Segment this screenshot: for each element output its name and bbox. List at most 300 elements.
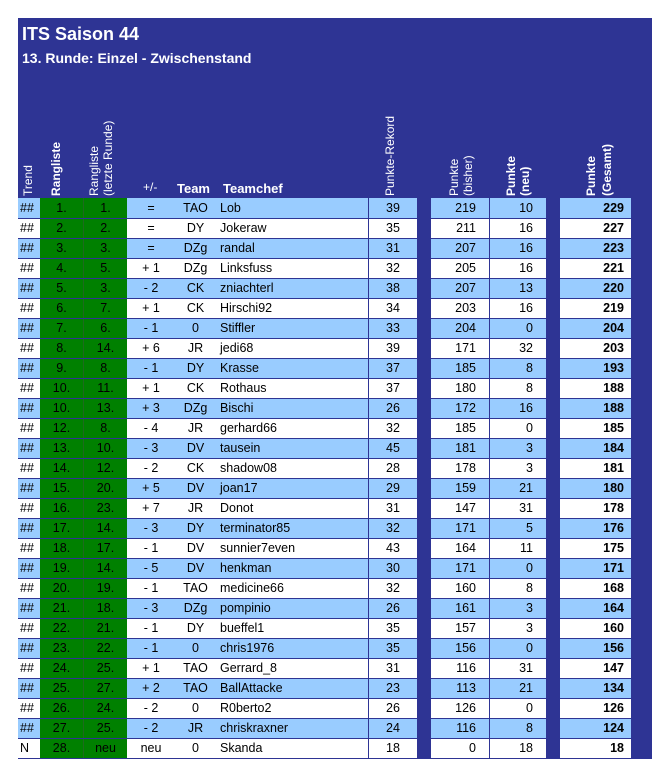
cell-diff: - 4 [127, 418, 175, 438]
cell-record: 45 [369, 438, 418, 458]
cell-record: 24 [369, 718, 418, 738]
column-gap [417, 338, 431, 358]
header-team: Team [177, 181, 210, 196]
cell-new: 31 [490, 498, 547, 518]
cell-record: 32 [369, 258, 418, 278]
cell-team: CK [175, 298, 216, 318]
cell-new: 3 [490, 458, 547, 478]
column-gap [417, 598, 431, 618]
cell-rank: 5. [40, 278, 84, 298]
cell-rank: 3. [40, 238, 84, 258]
header-prev-1: Punkte [447, 158, 461, 196]
cell-team: DY [175, 618, 216, 638]
column-gap [417, 698, 431, 718]
cell-chef: Gerrard_8 [216, 658, 369, 678]
table-row [18, 738, 640, 758]
column-gap [417, 438, 431, 458]
cell-team: DY [175, 518, 216, 538]
cell-trend: ## [18, 238, 40, 258]
cell-rank: 24. [40, 658, 84, 678]
cell-trend: ## [18, 478, 40, 498]
cell-diff: - 1 [127, 538, 175, 558]
column-gap [546, 578, 560, 598]
cell-total: 164 [560, 598, 640, 618]
cell-rank: 27. [40, 718, 84, 738]
table-row [18, 638, 640, 658]
column-gap [546, 558, 560, 578]
right-border [631, 198, 652, 759]
table-row [18, 218, 640, 238]
cell-prev: 113 [431, 678, 490, 698]
cell-new: 8 [490, 378, 547, 398]
cell-last: 12. [84, 458, 128, 478]
cell-chef: Donot [216, 498, 369, 518]
table-row [18, 618, 640, 638]
column-gap [546, 458, 560, 478]
table-row [18, 518, 640, 538]
cell-new: 16 [490, 218, 547, 238]
cell-chef: BallAttacke [216, 678, 369, 698]
cell-diff: - 1 [127, 578, 175, 598]
cell-prev: 172 [431, 398, 490, 418]
cell-team: DZg [175, 238, 216, 258]
cell-rank: 8. [40, 338, 84, 358]
cell-team: JR [175, 718, 216, 738]
cell-new: 5 [490, 518, 547, 538]
column-gap [417, 538, 431, 558]
cell-prev: 185 [431, 418, 490, 438]
table-row [18, 278, 640, 298]
cell-new: 16 [490, 238, 547, 258]
cell-trend: ## [18, 258, 40, 278]
cell-trend: ## [18, 538, 40, 558]
cell-last: 25. [84, 658, 128, 678]
header-rank: Rangliste [49, 141, 63, 196]
column-gap [417, 618, 431, 638]
table-row [18, 238, 640, 258]
cell-diff: = [127, 198, 175, 218]
table-row [18, 678, 640, 698]
cell-last: 7. [84, 298, 128, 318]
cell-total: 178 [560, 498, 640, 518]
cell-last: 6. [84, 318, 128, 338]
column-gap [546, 498, 560, 518]
cell-chef: randal [216, 238, 369, 258]
cell-prev: 203 [431, 298, 490, 318]
column-gap [417, 478, 431, 498]
cell-diff: neu [127, 738, 175, 758]
cell-chef: pompinio [216, 598, 369, 618]
cell-last: 18. [84, 598, 128, 618]
column-gap [546, 658, 560, 678]
cell-total: 193 [560, 358, 640, 378]
cell-record: 38 [369, 278, 418, 298]
cell-last: 13. [84, 398, 128, 418]
cell-prev: 0 [431, 738, 490, 758]
column-gap [546, 438, 560, 458]
cell-record: 26 [369, 698, 418, 718]
cell-chef: joan17 [216, 478, 369, 498]
column-gap [417, 458, 431, 478]
cell-trend: ## [18, 218, 40, 238]
cell-trend: ## [18, 278, 40, 298]
cell-new: 8 [490, 358, 547, 378]
cell-team: CK [175, 458, 216, 478]
column-gap [546, 398, 560, 418]
cell-chef: henkman [216, 558, 369, 578]
cell-diff: - 1 [127, 358, 175, 378]
column-gap [546, 298, 560, 318]
cell-last: 22. [84, 638, 128, 658]
column-gap [417, 518, 431, 538]
page-title: ITS Saison 44 [22, 24, 140, 44]
column-gap [417, 718, 431, 738]
cell-prev: 178 [431, 458, 490, 478]
cell-chef: Stiffler [216, 318, 369, 338]
cell-record: 28 [369, 458, 418, 478]
column-gap [546, 518, 560, 538]
cell-prev: 180 [431, 378, 490, 398]
cell-rank: 18. [40, 538, 84, 558]
cell-trend: ## [18, 358, 40, 378]
cell-team: 0 [175, 698, 216, 718]
cell-last: 27. [84, 678, 128, 698]
cell-last: 25. [84, 718, 128, 738]
cell-record: 23 [369, 678, 418, 698]
column-gap [417, 638, 431, 658]
ranking-table [18, 198, 640, 759]
cell-total: 134 [560, 678, 640, 698]
cell-record: 32 [369, 518, 418, 538]
cell-rank: 26. [40, 698, 84, 718]
cell-chef: R0berto2 [216, 698, 369, 718]
header-new-2: (neu) [518, 166, 532, 196]
table-row [18, 358, 640, 378]
cell-prev: 171 [431, 558, 490, 578]
cell-team: DZg [175, 398, 216, 418]
column-gap [546, 478, 560, 498]
cell-total: 184 [560, 438, 640, 458]
cell-new: 13 [490, 278, 547, 298]
cell-record: 18 [369, 738, 418, 758]
column-gap [546, 418, 560, 438]
column-gap [546, 358, 560, 378]
table-row [18, 438, 640, 458]
cell-trend: ## [18, 398, 40, 418]
column-gap [417, 238, 431, 258]
cell-new: 3 [490, 438, 547, 458]
cell-new: 3 [490, 598, 547, 618]
cell-rank: 10. [40, 398, 84, 418]
cell-team: 0 [175, 738, 216, 758]
column-gap [417, 198, 431, 218]
column-gap [417, 658, 431, 678]
cell-diff: - 3 [127, 518, 175, 538]
cell-total: 188 [560, 378, 640, 398]
cell-team: JR [175, 338, 216, 358]
cell-total: 219 [560, 298, 640, 318]
cell-record: 32 [369, 418, 418, 438]
cell-chef: medicine66 [216, 578, 369, 598]
cell-rank: 15. [40, 478, 84, 498]
column-gap [417, 258, 431, 278]
table-row [18, 418, 640, 438]
cell-trend: ## [18, 458, 40, 478]
cell-last: 5. [84, 258, 128, 278]
column-gap [417, 558, 431, 578]
cell-trend: ## [18, 618, 40, 638]
cell-team: DV [175, 538, 216, 558]
cell-prev: 181 [431, 438, 490, 458]
cell-chef: gerhard66 [216, 418, 369, 438]
table-row [18, 198, 640, 218]
cell-last: 14. [84, 338, 128, 358]
cell-chef: jedi68 [216, 338, 369, 358]
cell-team: 0 [175, 318, 216, 338]
cell-record: 29 [369, 478, 418, 498]
header-record: Punkte-Rekord [383, 115, 397, 196]
cell-new: 3 [490, 618, 547, 638]
cell-last: 20. [84, 478, 128, 498]
cell-new: 0 [490, 698, 547, 718]
column-gap [417, 378, 431, 398]
column-gap [546, 338, 560, 358]
table-row [18, 318, 640, 338]
cell-diff: - 2 [127, 698, 175, 718]
cell-diff: + 3 [127, 398, 175, 418]
cell-record: 37 [369, 358, 418, 378]
cell-prev: 185 [431, 358, 490, 378]
column-gap [546, 258, 560, 278]
cell-diff: - 2 [127, 458, 175, 478]
cell-record: 26 [369, 398, 418, 418]
cell-last: 11. [84, 378, 128, 398]
cell-total: 221 [560, 258, 640, 278]
column-gap [417, 298, 431, 318]
cell-chef: zniachterl [216, 278, 369, 298]
table-row [18, 578, 640, 598]
cell-record: 34 [369, 298, 418, 318]
column-gap [546, 698, 560, 718]
cell-team: TAO [175, 198, 216, 218]
cell-last: 24. [84, 698, 128, 718]
cell-chef: Krasse [216, 358, 369, 378]
cell-team: DV [175, 558, 216, 578]
column-gap [546, 738, 560, 758]
table-row [18, 338, 640, 358]
cell-trend: ## [18, 418, 40, 438]
cell-record: 32 [369, 578, 418, 598]
column-gap [417, 398, 431, 418]
cell-chef: bueffel1 [216, 618, 369, 638]
cell-rank: 19. [40, 558, 84, 578]
cell-chef: chris1976 [216, 638, 369, 658]
cell-diff: = [127, 238, 175, 258]
cell-diff: + 1 [127, 298, 175, 318]
cell-diff: + 7 [127, 498, 175, 518]
cell-prev: 116 [431, 658, 490, 678]
cell-prev: 164 [431, 538, 490, 558]
column-gap [417, 578, 431, 598]
cell-chef: tausein [216, 438, 369, 458]
column-gap [546, 718, 560, 738]
cell-total: 181 [560, 458, 640, 478]
cell-team: TAO [175, 678, 216, 698]
cell-rank: 25. [40, 678, 84, 698]
cell-rank: 14. [40, 458, 84, 478]
cell-diff: + 2 [127, 678, 175, 698]
cell-record: 31 [369, 658, 418, 678]
cell-rank: 28. [40, 738, 84, 758]
cell-new: 21 [490, 478, 547, 498]
cell-prev: 171 [431, 518, 490, 538]
cell-rank: 9. [40, 358, 84, 378]
cell-chef: sunnier7even [216, 538, 369, 558]
cell-record: 35 [369, 218, 418, 238]
cell-diff: - 1 [127, 618, 175, 638]
column-gap [417, 678, 431, 698]
cell-rank: 4. [40, 258, 84, 278]
cell-last: 21. [84, 618, 128, 638]
cell-total: 124 [560, 718, 640, 738]
cell-team: DY [175, 358, 216, 378]
column-gap [546, 318, 560, 338]
cell-rank: 12. [40, 418, 84, 438]
cell-diff: + 1 [127, 378, 175, 398]
table-row [18, 478, 640, 498]
header-trend: Trend [21, 165, 35, 196]
column-gap [546, 238, 560, 258]
cell-new: 31 [490, 658, 547, 678]
cell-total: 188 [560, 398, 640, 418]
cell-new: 32 [490, 338, 547, 358]
column-gap [417, 318, 431, 338]
cell-prev: 204 [431, 318, 490, 338]
column-gap [417, 738, 431, 758]
cell-rank: 22. [40, 618, 84, 638]
cell-new: 8 [490, 578, 547, 598]
table-row [18, 598, 640, 618]
cell-rank: 21. [40, 598, 84, 618]
cell-trend: ## [18, 318, 40, 338]
cell-rank: 16. [40, 498, 84, 518]
cell-chef: Linksfuss [216, 258, 369, 278]
cell-team: CK [175, 378, 216, 398]
cell-rank: 2. [40, 218, 84, 238]
cell-total: 229 [560, 198, 640, 218]
cell-diff: - 1 [127, 638, 175, 658]
cell-last: 3. [84, 238, 128, 258]
column-gap [546, 598, 560, 618]
column-gap [546, 378, 560, 398]
cell-prev: 161 [431, 598, 490, 618]
cell-chef: Jokeraw [216, 218, 369, 238]
cell-prev: 147 [431, 498, 490, 518]
table-row [18, 718, 640, 738]
cell-diff: - 2 [127, 718, 175, 738]
cell-new: 0 [490, 318, 547, 338]
cell-last: 17. [84, 538, 128, 558]
cell-record: 30 [369, 558, 418, 578]
cell-new: 0 [490, 558, 547, 578]
cell-record: 35 [369, 638, 418, 658]
cell-total: 160 [560, 618, 640, 638]
header-total-1: Punkte [584, 155, 598, 196]
cell-total: 168 [560, 578, 640, 598]
cell-chef: Rothaus [216, 378, 369, 398]
cell-prev: 219 [431, 198, 490, 218]
cell-record: 33 [369, 318, 418, 338]
cell-team: DY [175, 218, 216, 238]
header-last-rank-2: (letzte Runde) [101, 120, 115, 196]
column-gap [417, 418, 431, 438]
cell-rank: 7. [40, 318, 84, 338]
header-prev-2: (bisher) [461, 155, 475, 196]
cell-new: 18 [490, 738, 547, 758]
column-gap [546, 638, 560, 658]
cell-trend: ## [18, 298, 40, 318]
cell-last: 14. [84, 518, 128, 538]
cell-total: 220 [560, 278, 640, 298]
cell-chef: shadow08 [216, 458, 369, 478]
cell-total: 126 [560, 698, 640, 718]
header-last-rank-1: Rangliste [87, 145, 101, 196]
cell-trend: ## [18, 498, 40, 518]
cell-total: 147 [560, 658, 640, 678]
table-row [18, 378, 640, 398]
cell-record: 39 [369, 198, 418, 218]
cell-record: 26 [369, 598, 418, 618]
cell-new: 10 [490, 198, 547, 218]
cell-last: 2. [84, 218, 128, 238]
cell-prev: 205 [431, 258, 490, 278]
cell-trend: ## [18, 658, 40, 678]
table-row [18, 558, 640, 578]
cell-trend: ## [18, 198, 40, 218]
cell-chef: Skanda [216, 738, 369, 758]
cell-record: 31 [369, 498, 418, 518]
cell-team: DV [175, 478, 216, 498]
table-row [18, 498, 640, 518]
cell-new: 16 [490, 258, 547, 278]
cell-prev: 207 [431, 238, 490, 258]
cell-trend: ## [18, 438, 40, 458]
cell-rank: 17. [40, 518, 84, 538]
cell-team: TAO [175, 658, 216, 678]
cell-last: 10. [84, 438, 128, 458]
cell-record: 43 [369, 538, 418, 558]
cell-last: 3. [84, 278, 128, 298]
cell-last: 23. [84, 498, 128, 518]
cell-total: 18 [560, 738, 640, 758]
cell-rank: 6. [40, 298, 84, 318]
cell-trend: ## [18, 638, 40, 658]
cell-rank: 13. [40, 438, 84, 458]
cell-new: 11 [490, 538, 547, 558]
header-chef: Teamchef [223, 181, 283, 196]
column-gap [417, 498, 431, 518]
cell-last: 19. [84, 578, 128, 598]
table-row [18, 538, 640, 558]
cell-last: 1. [84, 198, 128, 218]
column-gap [546, 678, 560, 698]
cell-prev: 159 [431, 478, 490, 498]
cell-rank: 10. [40, 378, 84, 398]
cell-new: 0 [490, 418, 547, 438]
cell-chef: Bischi [216, 398, 369, 418]
cell-diff: - 3 [127, 438, 175, 458]
cell-total: 156 [560, 638, 640, 658]
